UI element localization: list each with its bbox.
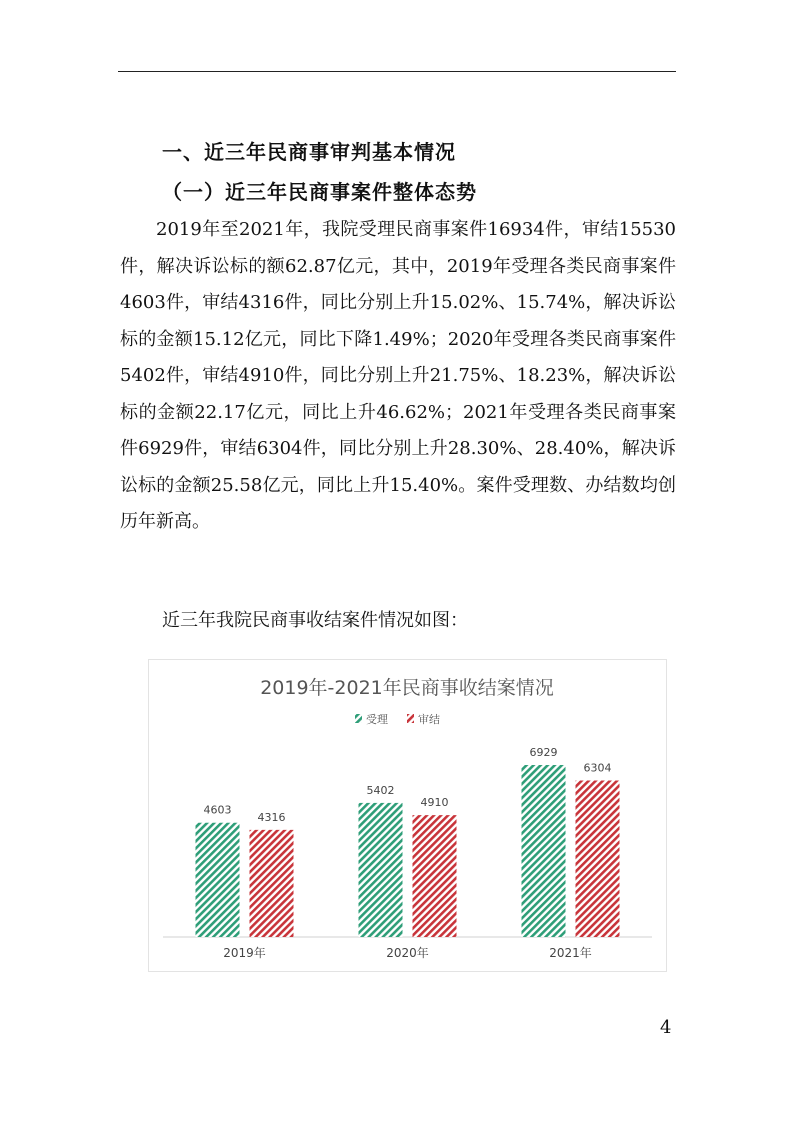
x-tick-label-1: 2020年: [386, 946, 429, 960]
chart-lead-text: 近三年我院民商事收结案件情况如图：: [162, 610, 468, 631]
bar-2021年-审结: [576, 781, 620, 937]
chart-frame: [148, 659, 667, 972]
bar-chart: [149, 660, 666, 971]
legend-label-0: 受理: [366, 713, 388, 726]
bar-2019年-受理: [196, 823, 240, 937]
page-number: 4: [660, 1017, 672, 1038]
data-label-2019年-审结: 4316: [257, 810, 286, 824]
data-label-2021年-审结: 6304: [583, 761, 612, 775]
bar-2021年-受理: [522, 765, 566, 937]
header-rule: [118, 71, 676, 72]
bar-2020年-受理: [359, 803, 403, 937]
section-heading: 一、近三年民商事审判基本情况: [162, 140, 456, 164]
bar-2019年-审结: [250, 830, 294, 937]
chart-legend: [355, 712, 440, 726]
data-label-2021年-受理: 6929: [529, 746, 558, 759]
legend-swatch-0: [355, 714, 362, 723]
data-label-2020年-审结: 4910: [420, 796, 449, 810]
legend-swatch-1: [407, 714, 414, 723]
legend-label-1: 审结: [418, 713, 440, 726]
x-tick-label-2: 2021年: [549, 946, 592, 960]
data-label-2019年-受理: 4603: [203, 803, 232, 817]
body-paragraph: 2019年至2021年，我院受理民商事案件16934件，审结15530件，解决诉讼标的额62.87亿元，其中，2019年受理各类民商事案件4603件，审结4316件，同比分别上升15.02%、15.74%，解决诉讼标的金额15.12亿元，同比下降1.49%；2020年受理各类民商事案件5402件，审结4910件，同比分别上升21.75%、18.23%，解决诉讼标的金额22.17亿元，同比上升46.62%；2021年受理各类民商事案件6929件，审结6304件，同比分别上升28.30%、28.40%，解决诉讼标的金额25.58亿元，同比上升15.40%。案件受理数、办结数均创历年新高。: [120, 219, 676, 532]
subsection-heading: （一）近三年民商事案件整体态势: [162, 180, 477, 204]
chart-bars: [196, 746, 620, 960]
chart-title: 2019年-2021年民商事收结案情况: [260, 677, 554, 699]
data-label-2020年-受理: 5402: [366, 783, 395, 797]
bar-2020年-审结: [413, 815, 457, 937]
x-tick-label-0: 2019年: [223, 946, 266, 960]
